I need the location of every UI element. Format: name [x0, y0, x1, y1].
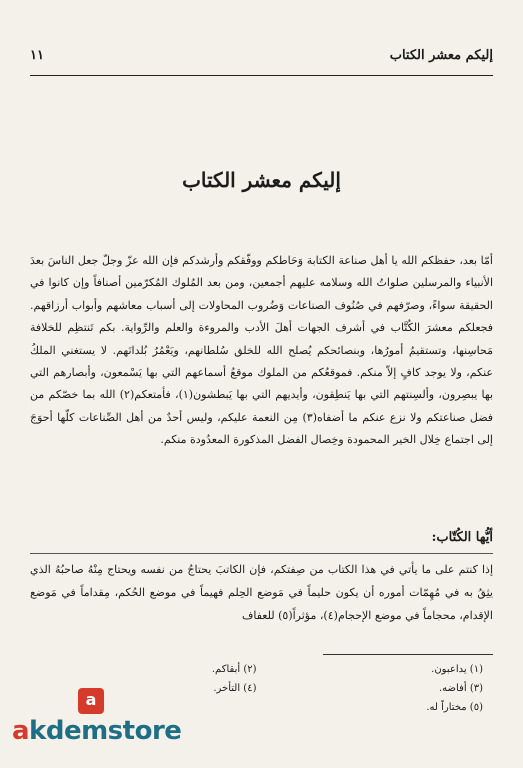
logo-badge-letter: a: [85, 690, 97, 709]
running-header: [30, 44, 493, 72]
running-title: إليكم معشر الكتاب: [389, 48, 493, 63]
logo-wordmark-a: a: [12, 716, 30, 746]
footnote-3: (٣) أفاضه.: [439, 683, 483, 694]
footnote-2: (٢) أبقاكم.: [211, 664, 257, 675]
footnote-5: (٥) مختاراً له.: [426, 702, 483, 713]
footnote-1: (١) يداعبون.: [431, 664, 483, 675]
chapter-title: إليكم معشر الكتاب: [182, 168, 341, 192]
section-heading: أيُّها الكُتّاب:: [431, 530, 493, 545]
section-paragraph-text: إذا كنتم على ما يأتي في هذا الكتاب من صِفتكم، فإن الكاتبَ يحتاجُ من نفسه ويحتاج مِنْهُ صاحبُهُ الذي يثِقُ به في مُهِمّات أموره أن يكون حليماً في مَوضع الحِلم فهيماً في موضع الحُكم، مِقداماً في مَوضع الإقدام، محجاماً في موضع الإحجام(٤)، مؤثراً(٥) للعفاف: [30, 563, 493, 622]
section-paragraph: [30, 559, 493, 627]
store-logo: [12, 688, 212, 758]
book-icon: [78, 688, 104, 714]
footnote-row: [30, 660, 483, 679]
logo-wordmark-rest: kdemstore: [29, 716, 182, 746]
header-rule: [30, 75, 493, 76]
section-rule: [30, 553, 493, 554]
page-number: ١١: [30, 48, 44, 63]
footnote-rule: [323, 654, 493, 655]
body-paragraph: [30, 250, 493, 452]
paragraph-text: أمّا بعد، حفظكم الله يا أهل صناعة الكتابة وَحَاطكم ووفّقكم وأرشدكم فإن الله عزّ وجلّ جعل الناسَ بعدَ الأنبياء والمرسلين صلواتُ الله وسلامه عليهم أجمعين، ومن بعد المُلوك المُكرّمين أصنافاً وإن كانوا في الحقيقة سواءً، وصرّفهم في صُنُوف الصناعات وَضُروب المحاولات إلى أسباب معاشهم وأبواب أرزاقهم. فجعلكم معشرَ الكُتَّاب في أشرف الجهات أهلَ الأدب والمروءة والعلم والرِّواية. بكم تَنتظِم للخلافة مَحاسِنها، وتستقيمُ أمورُها، وبنصائحكم يُصلح الله للخلق سُلطانهم، ويَعْمُرُ بُلدانَهم. لا يستغني الملكُ عنكم، ولا يوجد كافٍ إلاّ منكم. فموقعُكم من الملوك موقعُ أسماعهم التي بها يَسْمعون، وأبصارهم التي بها يبصِرون، وألسِنتهم التي بها يَنطِقون، وأيديهم التي بها يَبطشون(١)، فأمتعكم(٢) الله بما خصّكم من فضل صناعتكم ولا نزع عنكم ما أضفاه(٣) مِن النعمة عليكم، وليس أحدٌ من أهل الصِّناعات كلّها أحوَجَ إلى اجتماع خِلال الخير المحمودة وخِصال الفضل المذكورة المعدُودة منكم.: [30, 254, 494, 447]
logo-wordmark: [12, 716, 181, 746]
footnote-4: (٤) التأخر.: [213, 683, 257, 694]
